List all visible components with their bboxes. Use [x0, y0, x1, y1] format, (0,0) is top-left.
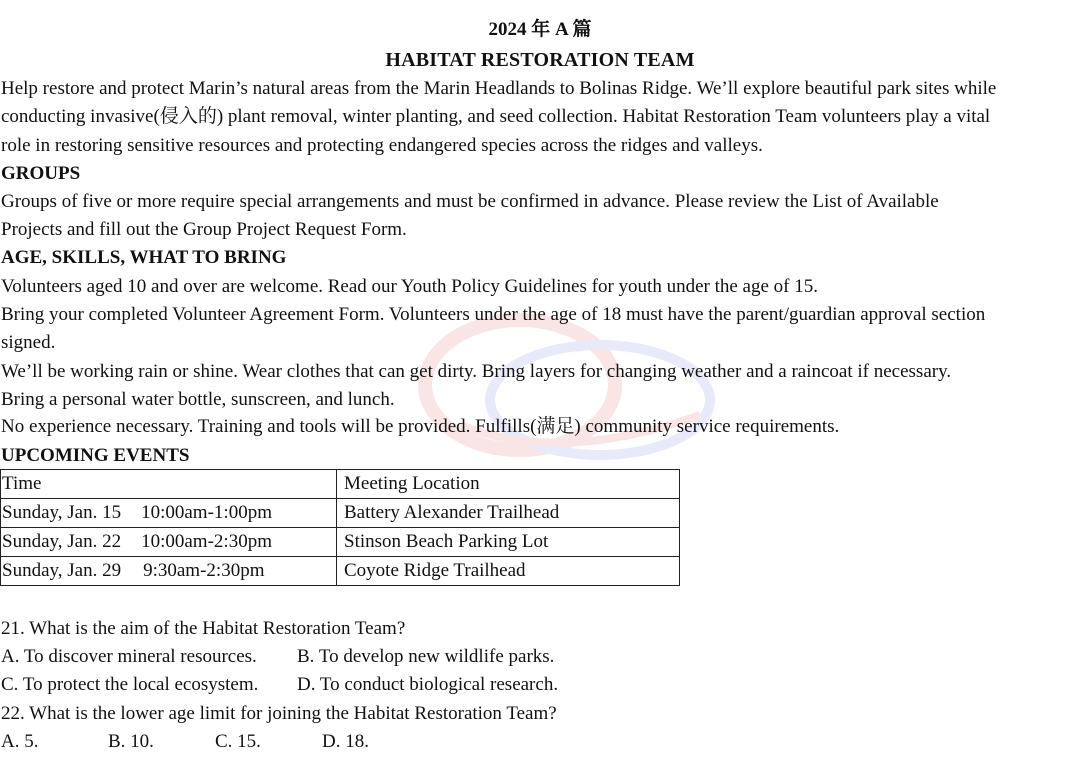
age-skills-line: Volunteers aged 10 and over are welcome. Read our Youth Policy Guidelines for youth under the age of 15.: [1, 276, 818, 297]
option-c: C. 15.: [215, 731, 261, 752]
year-title: 2024 年 A 篇: [488, 19, 592, 40]
table-row: [1, 557, 680, 586]
event-location: Stinson Beach Parking Lot: [337, 528, 680, 557]
option-d: D. To conduct biological research.: [297, 674, 559, 695]
event-time-cell: [1, 499, 337, 528]
event-time: 10:00am-2:30pm: [141, 531, 272, 552]
events-table: [0, 469, 680, 586]
events-heading: UPCOMING EVENTS: [1, 445, 190, 466]
age-skills-line: We’ll be working rain or shine. Wear clothes that can get dirty. Bring layers for changing weather and a raincoat if necessary.: [1, 361, 952, 382]
age-skills-heading: AGE, SKILLS, WHAT TO BRING: [1, 247, 287, 268]
intro-line: role in restoring sensitive resources and protecting endangered species across the ridges and valleys.: [1, 135, 763, 156]
event-time-cell: [1, 528, 337, 557]
question-options: [1, 674, 558, 696]
question-options: [1, 731, 369, 753]
event-date: Sunday, Jan. 29: [2, 560, 122, 581]
page-title: HABITAT RESTORATION TEAM: [385, 49, 695, 71]
event-date: Sunday, Jan. 15: [2, 502, 122, 523]
column-header-location: Meeting Location: [337, 470, 680, 499]
column-header-time: Time: [1, 470, 337, 499]
intro-line: Help restore and protect Marin’s natural areas from the Marin Headlands to Bolinas Ridge. We’ll explore beautiful park sites while: [1, 78, 997, 99]
event-date: Sunday, Jan. 22: [2, 531, 122, 552]
question-options: [1, 646, 554, 668]
question-stem: 22. What is the lower age limit for joining the Habitat Restoration Team?: [1, 703, 557, 724]
groups-heading: GROUPS: [1, 163, 81, 184]
age-skills-line: No experience necessary. Training and tools will be provided. Fulfills(满足) community service requirements.: [1, 416, 840, 437]
event-time: 10:00am-1:00pm: [141, 502, 272, 523]
groups-line: Groups of five or more require special arrangements and must be confirmed in advance. Please review the List of Available: [1, 191, 939, 212]
age-skills-line: signed.: [1, 332, 56, 353]
option-b: B. 10.: [108, 731, 154, 752]
intro-line: conducting invasive(侵入的) plant removal, winter planting, and seed collection. Habitat Restoration Team volunteers play a vital: [1, 106, 991, 127]
age-skills-line: Bring a personal water bottle, sunscreen, and lunch.: [1, 389, 395, 410]
table-header-row: [1, 470, 680, 499]
option-a: A. 5.: [1, 731, 39, 752]
option-a: A. To discover mineral resources.: [1, 646, 257, 667]
option-b: B. To develop new wildlife parks.: [297, 646, 555, 667]
table-row: [1, 528, 680, 557]
option-c: C. To protect the local ecosystem.: [1, 674, 259, 695]
event-location: Coyote Ridge Trailhead: [337, 557, 680, 586]
event-time: 9:30am-2:30pm: [143, 560, 265, 581]
question-stem: 21. What is the aim of the Habitat Restoration Team?: [1, 618, 406, 639]
event-location: Battery Alexander Trailhead: [337, 499, 680, 528]
table-row: [1, 499, 680, 528]
watermark-logo-icon: [400, 305, 730, 485]
event-time-cell: [1, 557, 337, 586]
groups-line: Projects and fill out the Group Project Request Form.: [1, 219, 407, 240]
option-d: D. 18.: [322, 731, 369, 752]
age-skills-line: Bring your completed Volunteer Agreement Form. Volunteers under the age of 18 must have the parent/guardian approval section: [1, 304, 986, 325]
